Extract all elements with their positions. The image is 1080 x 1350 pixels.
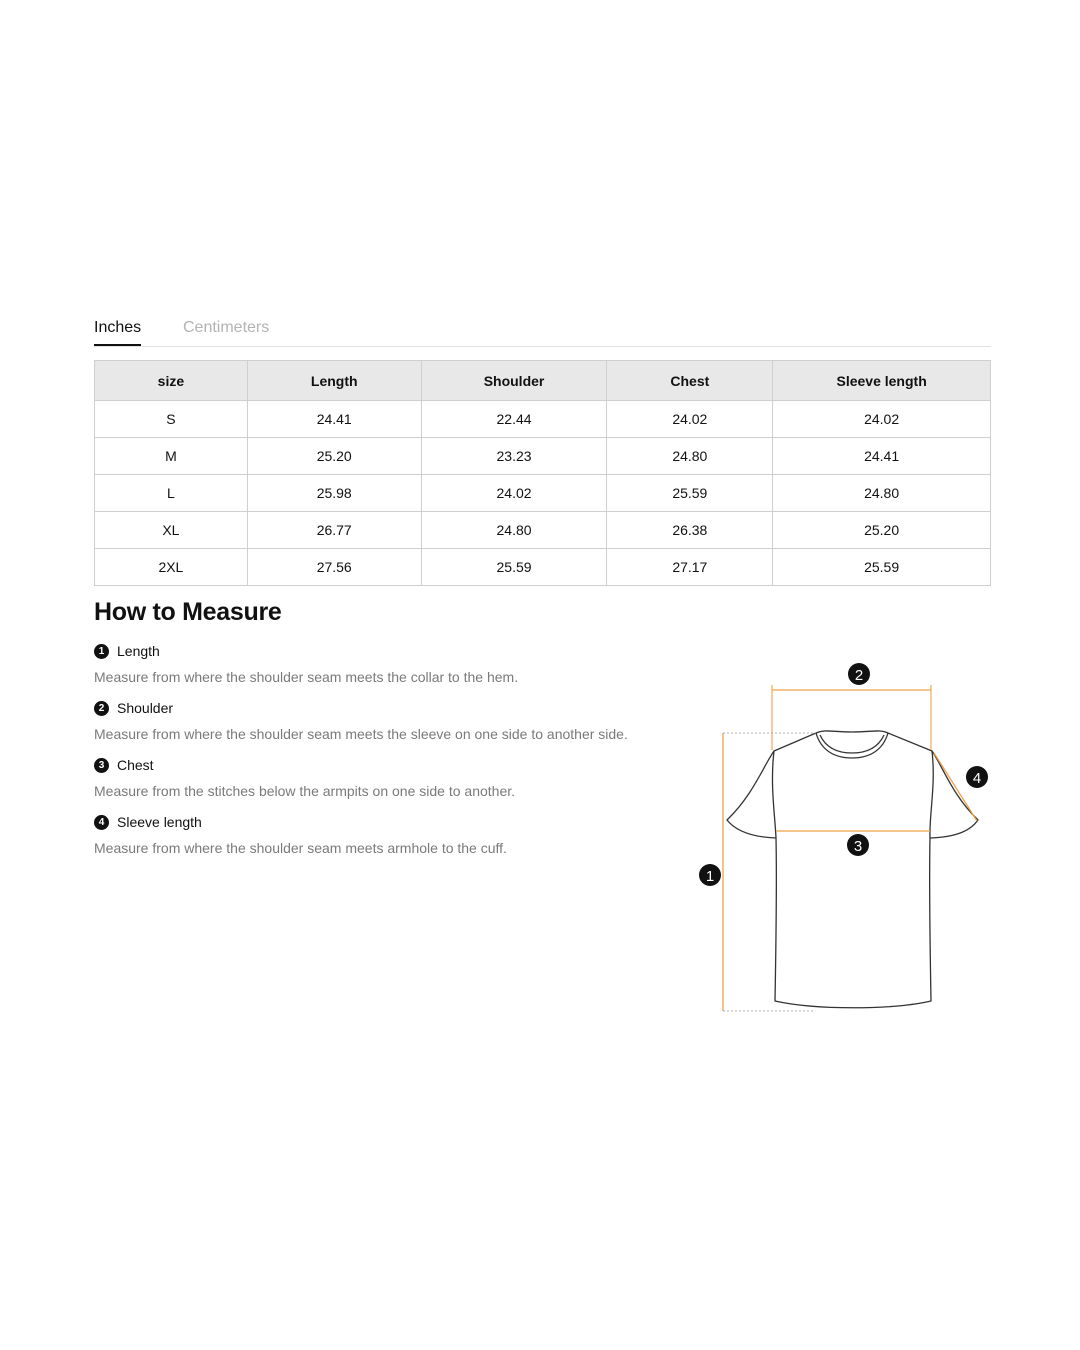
step-number-icon: 3 [94, 758, 109, 773]
marker-3 [847, 834, 869, 856]
cell-size: M [95, 438, 248, 475]
size-table [94, 360, 991, 586]
cell-sleeve-length: 25.20 [773, 512, 991, 549]
marker-2 [848, 663, 870, 685]
cell-size: XL [95, 512, 248, 549]
cell-length: 25.98 [247, 475, 421, 512]
measure-step-chest [94, 755, 515, 799]
cell-size: 2XL [95, 549, 248, 586]
marker-3-label: 3 [853, 838, 863, 855]
step-description: Measure from the stitches below the armpits on one side to another. [94, 783, 516, 799]
header-size: size [95, 361, 248, 401]
cell-shoulder: 22.44 [421, 401, 607, 438]
header-shoulder: Shoulder [421, 361, 607, 401]
marker-4 [966, 766, 988, 788]
header-length: Length [247, 361, 421, 401]
cell-chest: 26.38 [607, 512, 773, 549]
step-description: Measure from where the shoulder seam meets armhole to the cuff. [94, 840, 507, 856]
cell-length: 24.41 [247, 401, 421, 438]
step-label: Length [117, 643, 160, 659]
cell-sleeve-length: 24.41 [773, 438, 991, 475]
tab-centimeters[interactable]: Centimeters [183, 319, 270, 336]
tshirt-outline-icon [727, 731, 978, 1008]
table-row [95, 401, 991, 438]
cell-length: 27.56 [247, 549, 421, 586]
step-number-icon: 1 [94, 644, 109, 659]
step-description: Measure from where the shoulder seam meets the sleeve on one side to another side. [94, 726, 628, 742]
table-row [95, 512, 991, 549]
header-chest: Chest [607, 361, 773, 401]
tshirt-measurement-diagram [690, 655, 1000, 1025]
cell-shoulder: 23.23 [421, 438, 607, 475]
measure-step-sleeve-length [94, 812, 507, 856]
table-row [95, 475, 991, 512]
how-to-measure-title: How to Measure [94, 598, 282, 626]
table-row [95, 549, 991, 586]
cell-sleeve-length: 24.80 [773, 475, 991, 512]
cell-size: S [95, 401, 248, 438]
step-label: Shoulder [117, 700, 174, 716]
marker-4-label: 4 [972, 770, 982, 787]
unit-tabs [94, 312, 991, 347]
cell-shoulder: 24.02 [421, 475, 607, 512]
cell-shoulder: 25.59 [421, 549, 607, 586]
cell-sleeve-length: 25.59 [773, 549, 991, 586]
header-sleeve-length: Sleeve length [773, 361, 991, 401]
table-row [95, 438, 991, 475]
marker-1 [699, 864, 721, 886]
step-number-icon: 2 [94, 701, 109, 716]
cell-length: 26.77 [247, 512, 421, 549]
cell-chest: 24.80 [607, 438, 773, 475]
marker-2-label: 2 [854, 667, 864, 684]
tab-inches[interactable]: Inches [94, 318, 141, 346]
table-header-row [95, 361, 991, 401]
step-number-icon: 4 [94, 815, 109, 830]
cell-chest: 25.59 [607, 475, 773, 512]
cell-length: 25.20 [247, 438, 421, 475]
cell-size: L [95, 475, 248, 512]
cell-shoulder: 24.80 [421, 512, 607, 549]
step-description: Measure from where the shoulder seam meets the collar to the hem. [94, 669, 519, 685]
measure-step-shoulder [94, 698, 628, 742]
marker-1-label: 1 [705, 868, 715, 885]
step-label: Chest [117, 757, 154, 773]
measure-step-length [94, 641, 518, 685]
cell-sleeve-length: 24.02 [773, 401, 991, 438]
cell-chest: 24.02 [607, 401, 773, 438]
cell-chest: 27.17 [607, 549, 773, 586]
step-label: Sleeve length [117, 814, 202, 830]
